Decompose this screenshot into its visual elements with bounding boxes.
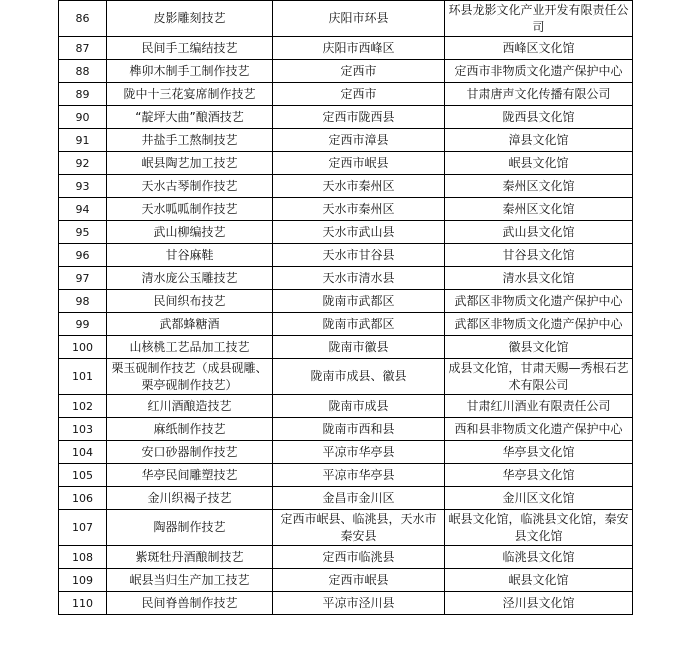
protection-unit-cell: 秦州区文化馆 — [445, 175, 633, 198]
item-name-cell: 紫斑牡丹酒酿制技艺 — [107, 546, 273, 569]
item-name-cell: 华亭民间雕塑技艺 — [107, 464, 273, 487]
region-cell: 天水市武山县 — [273, 221, 445, 244]
row-number-cell: 106 — [59, 487, 107, 510]
row-number-cell: 87 — [59, 37, 107, 60]
region-cell: 定西市临洮县 — [273, 546, 445, 569]
item-name-cell: 陇中十三花宴席制作技艺 — [107, 83, 273, 106]
region-cell: 平凉市华亭县 — [273, 441, 445, 464]
protection-unit-cell: 西和县非物质文化遗产保护中心 — [445, 418, 633, 441]
protection-unit-cell: 华亭县文化馆 — [445, 441, 633, 464]
region-cell: 金昌市金川区 — [273, 487, 445, 510]
region-cell: 定西市 — [273, 60, 445, 83]
table-row — [59, 441, 633, 464]
table-row — [59, 267, 633, 290]
item-name-cell: 山核桃工艺品加工技艺 — [107, 336, 273, 359]
table-row — [59, 487, 633, 510]
region-cell: 天水市秦州区 — [273, 198, 445, 221]
region-cell: 平凉市泾川县 — [273, 592, 445, 615]
row-number-cell: 89 — [59, 83, 107, 106]
protection-unit-cell: 武都区非物质文化遗产保护中心 — [445, 290, 633, 313]
region-cell: 天水市秦州区 — [273, 175, 445, 198]
table-row — [59, 546, 633, 569]
item-name-cell: 红川酒酿造技艺 — [107, 395, 273, 418]
region-cell: 庆阳市西峰区 — [273, 37, 445, 60]
region-cell: 天水市甘谷县 — [273, 244, 445, 267]
table-row — [59, 244, 633, 267]
region-cell: 陇南市成县、徽县 — [273, 359, 445, 395]
item-name-cell: 武山柳编技艺 — [107, 221, 273, 244]
item-name-cell: 民间手工编结技艺 — [107, 37, 273, 60]
protection-unit-cell: 武都区非物质文化遗产保护中心 — [445, 313, 633, 336]
item-name-cell: 陶器制作技艺 — [107, 510, 273, 546]
item-name-cell: 岷县陶艺加工技艺 — [107, 152, 273, 175]
row-number-cell: 98 — [59, 290, 107, 313]
protection-unit-cell: 泾川县文化馆 — [445, 592, 633, 615]
item-name-cell: 皮影雕刻技艺 — [107, 1, 273, 37]
row-number-cell: 97 — [59, 267, 107, 290]
protection-unit-cell: 华亭县文化馆 — [445, 464, 633, 487]
protection-unit-cell: 甘谷县文化馆 — [445, 244, 633, 267]
region-cell: 庆阳市环县 — [273, 1, 445, 37]
item-name-cell: 栗玉砚制作技艺（成县砚雕、栗亭砚制作技艺） — [107, 359, 273, 395]
table-row — [59, 464, 633, 487]
table-row — [59, 569, 633, 592]
row-number-cell: 96 — [59, 244, 107, 267]
row-number-cell: 86 — [59, 1, 107, 37]
protection-unit-cell: 环县龙影文化产业开发有限责任公司 — [445, 1, 633, 37]
protection-unit-cell: 徽县文化馆 — [445, 336, 633, 359]
region-cell: 定西市岷县、临洮县，天水市秦安县 — [273, 510, 445, 546]
item-name-cell: 麻纸制作技艺 — [107, 418, 273, 441]
protection-unit-cell: 临洮县文化馆 — [445, 546, 633, 569]
row-number-cell: 88 — [59, 60, 107, 83]
table-row — [59, 1, 633, 37]
item-name-cell: 安口砂器制作技艺 — [107, 441, 273, 464]
region-cell: 陇南市成县 — [273, 395, 445, 418]
item-name-cell: 天水古琴制作技艺 — [107, 175, 273, 198]
row-number-cell: 108 — [59, 546, 107, 569]
table-row — [59, 359, 633, 395]
protection-unit-cell: 西峰区文化馆 — [445, 37, 633, 60]
table-row — [59, 175, 633, 198]
item-name-cell: 民间织布技艺 — [107, 290, 273, 313]
region-cell: 平凉市华亭县 — [273, 464, 445, 487]
table-row — [59, 290, 633, 313]
region-cell: 天水市清水县 — [273, 267, 445, 290]
item-name-cell: 天水呱呱制作技艺 — [107, 198, 273, 221]
region-cell: 陇南市西和县 — [273, 418, 445, 441]
region-cell: 定西市岷县 — [273, 152, 445, 175]
protection-unit-cell: 甘肃红川酒业有限责任公司 — [445, 395, 633, 418]
item-name-cell: 清水庞公玉雕技艺 — [107, 267, 273, 290]
heritage-list-table — [58, 0, 633, 615]
item-name-cell: “靛坪大曲”酿酒技艺 — [107, 106, 273, 129]
table-row — [59, 510, 633, 546]
protection-unit-cell: 金川区文化馆 — [445, 487, 633, 510]
item-name-cell: 甘谷麻鞋 — [107, 244, 273, 267]
table-row — [59, 37, 633, 60]
table-row — [59, 418, 633, 441]
row-number-cell: 110 — [59, 592, 107, 615]
protection-unit-cell: 岷县文化馆，临洮县文化馆，秦安县文化馆 — [445, 510, 633, 546]
protection-unit-cell: 漳县文化馆 — [445, 129, 633, 152]
table-row — [59, 83, 633, 106]
table-row — [59, 336, 633, 359]
item-name-cell: 岷县当归生产加工技艺 — [107, 569, 273, 592]
row-number-cell: 100 — [59, 336, 107, 359]
row-number-cell: 103 — [59, 418, 107, 441]
row-number-cell: 101 — [59, 359, 107, 395]
row-number-cell: 99 — [59, 313, 107, 336]
table-row — [59, 313, 633, 336]
region-cell: 陇南市徽县 — [273, 336, 445, 359]
protection-unit-cell: 岷县文化馆 — [445, 569, 633, 592]
protection-unit-cell: 武山县文化馆 — [445, 221, 633, 244]
table-row — [59, 60, 633, 83]
item-name-cell: 武都蜂糖酒 — [107, 313, 273, 336]
table-row — [59, 106, 633, 129]
table-row — [59, 152, 633, 175]
protection-unit-cell: 秦州区文化馆 — [445, 198, 633, 221]
row-number-cell: 90 — [59, 106, 107, 129]
region-cell: 定西市陇西县 — [273, 106, 445, 129]
protection-unit-cell: 岷县文化馆 — [445, 152, 633, 175]
row-number-cell: 95 — [59, 221, 107, 244]
row-number-cell: 91 — [59, 129, 107, 152]
row-number-cell: 105 — [59, 464, 107, 487]
table-row — [59, 129, 633, 152]
row-number-cell: 94 — [59, 198, 107, 221]
item-name-cell: 金川织褐子技艺 — [107, 487, 273, 510]
table-row — [59, 395, 633, 418]
protection-unit-cell: 成县文化馆，甘肃天赐—秀根石艺术有限公司 — [445, 359, 633, 395]
table-row — [59, 221, 633, 244]
table-row — [59, 592, 633, 615]
row-number-cell: 104 — [59, 441, 107, 464]
item-name-cell: 民间脊兽制作技艺 — [107, 592, 273, 615]
region-cell: 定西市漳县 — [273, 129, 445, 152]
protection-unit-cell: 甘肃唐声文化传播有限公司 — [445, 83, 633, 106]
protection-unit-cell: 清水县文化馆 — [445, 267, 633, 290]
row-number-cell: 93 — [59, 175, 107, 198]
table-row — [59, 198, 633, 221]
row-number-cell: 92 — [59, 152, 107, 175]
region-cell: 定西市岷县 — [273, 569, 445, 592]
item-name-cell: 井盐手工熬制技艺 — [107, 129, 273, 152]
row-number-cell: 109 — [59, 569, 107, 592]
row-number-cell: 107 — [59, 510, 107, 546]
region-cell: 陇南市武都区 — [273, 290, 445, 313]
protection-unit-cell: 定西市非物质文化遗产保护中心 — [445, 60, 633, 83]
table-body — [59, 1, 633, 615]
item-name-cell: 榫卯木制手工制作技艺 — [107, 60, 273, 83]
row-number-cell: 102 — [59, 395, 107, 418]
protection-unit-cell: 陇西县文化馆 — [445, 106, 633, 129]
region-cell: 定西市 — [273, 83, 445, 106]
region-cell: 陇南市武都区 — [273, 313, 445, 336]
